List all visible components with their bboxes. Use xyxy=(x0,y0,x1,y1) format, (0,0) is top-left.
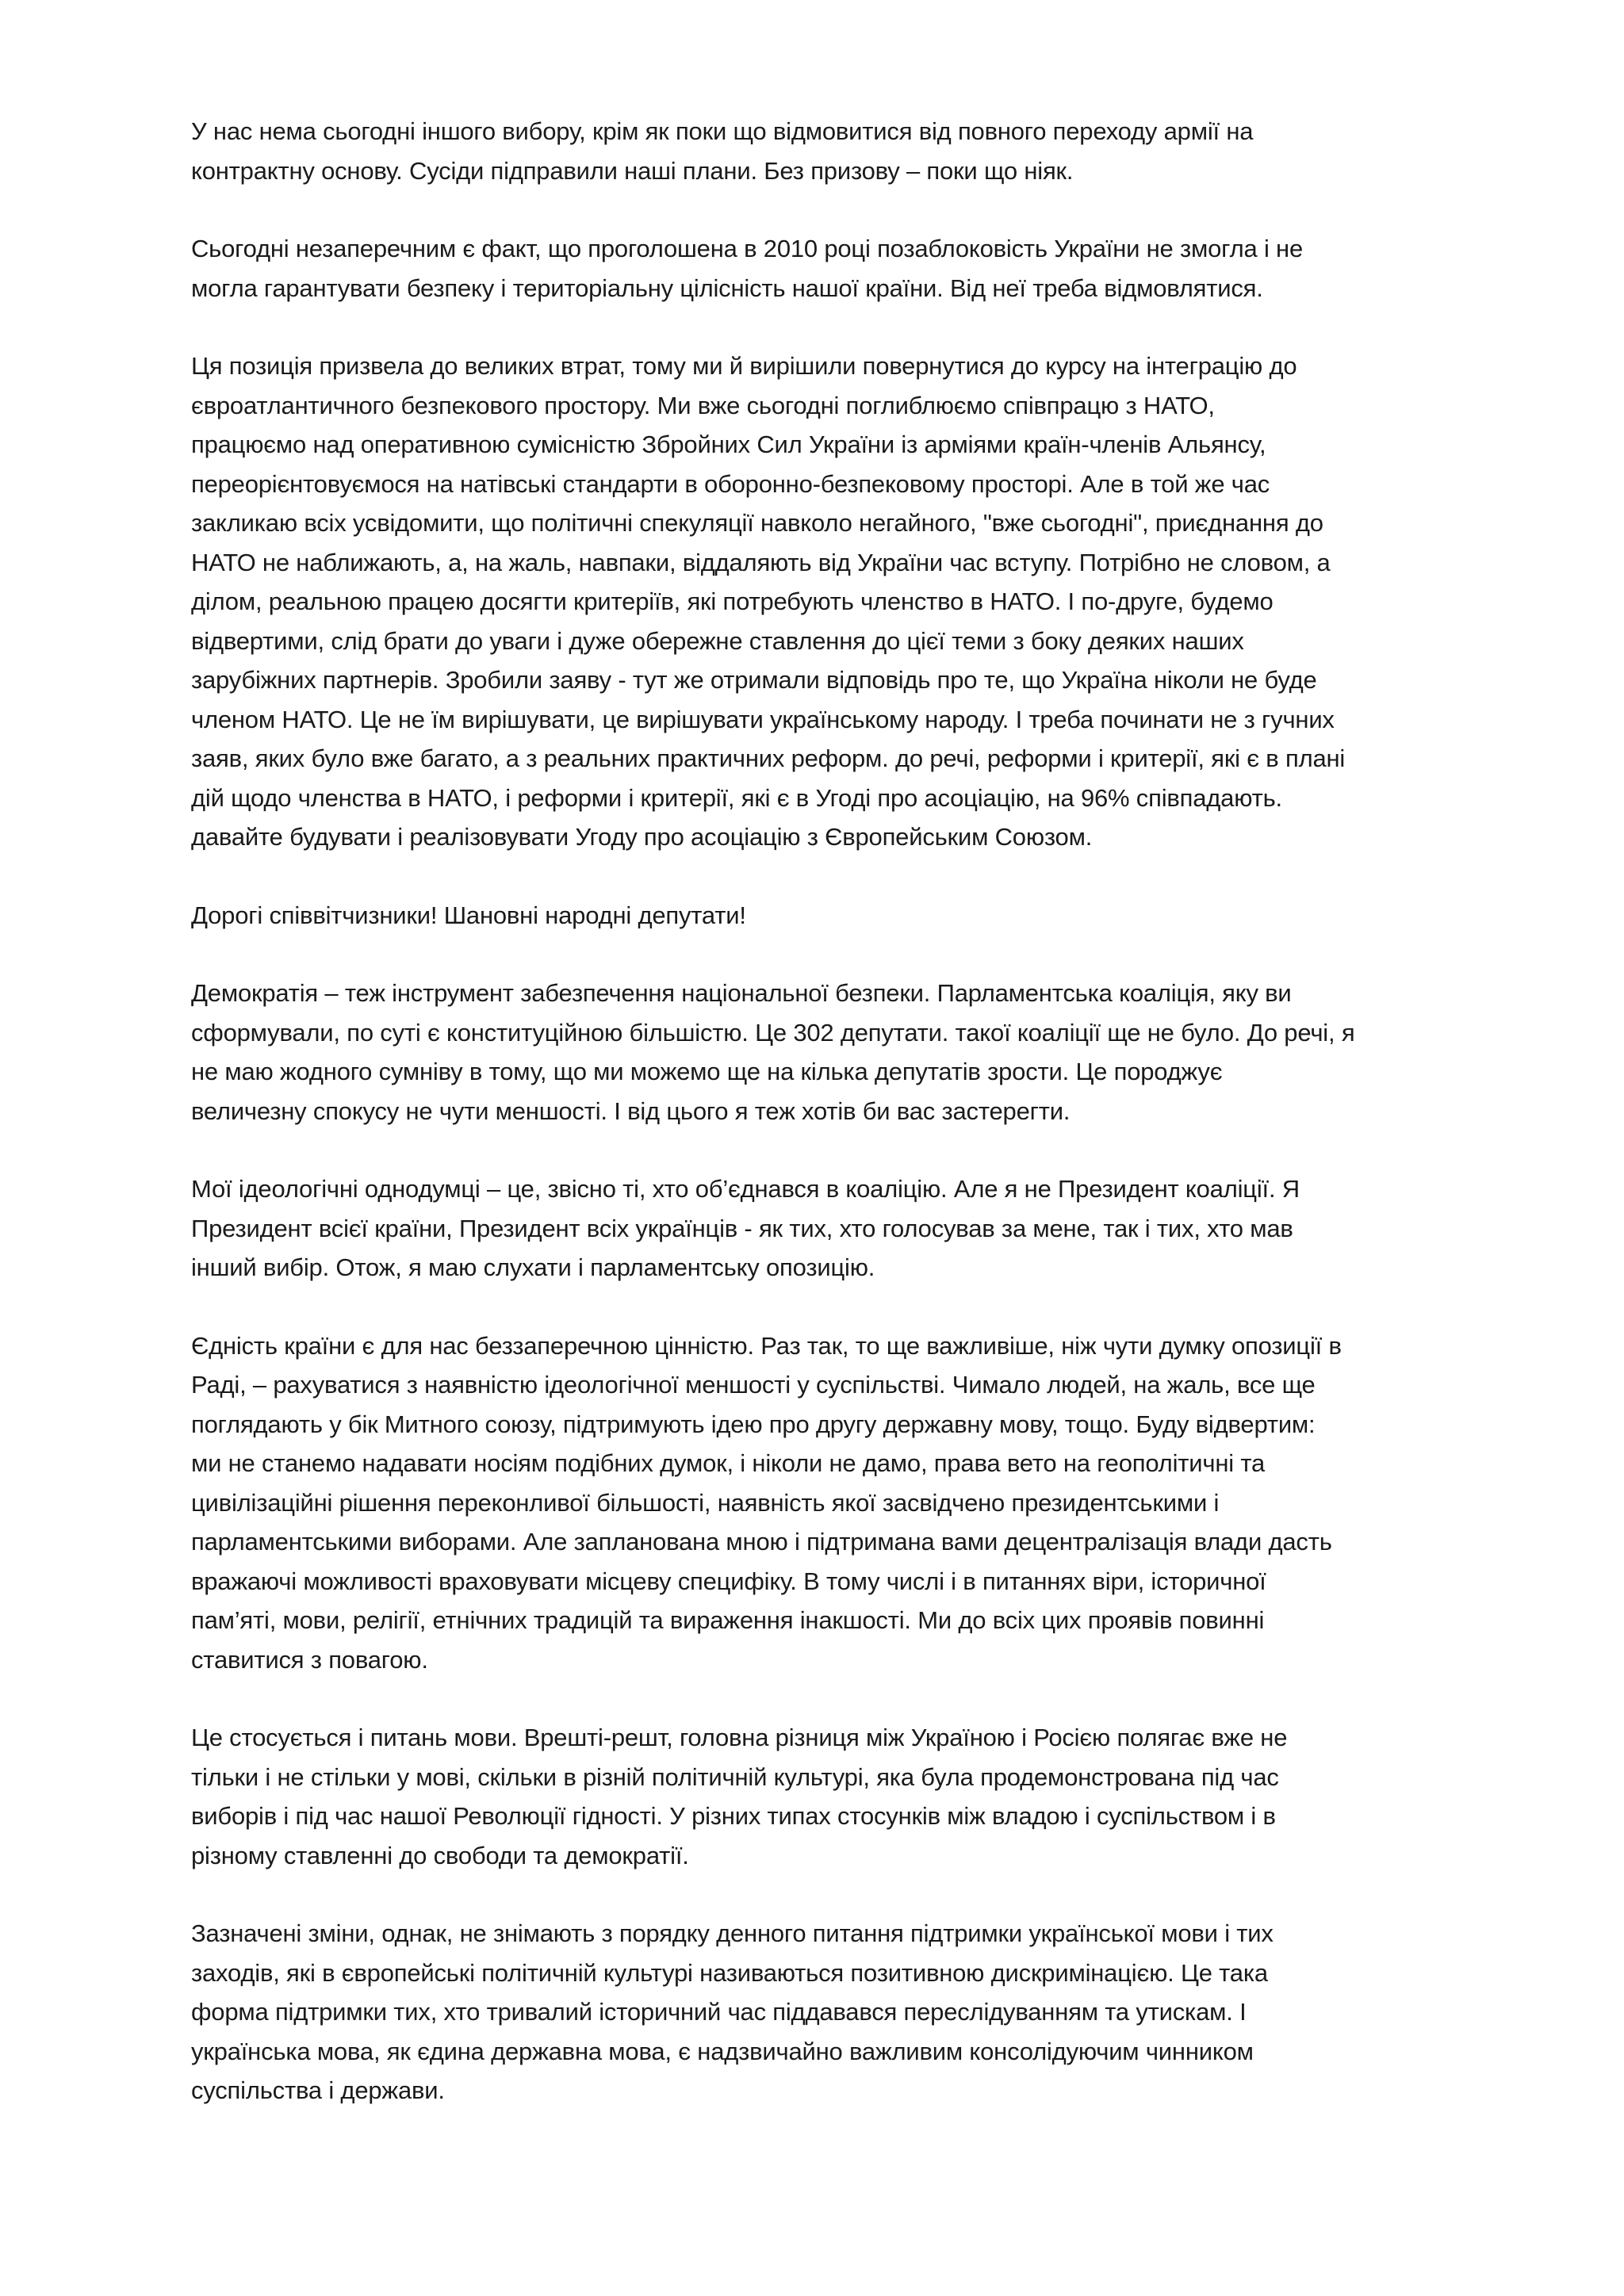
text-line: Дорогі співвітчизники! Шановні народні депутати! xyxy=(191,901,746,929)
text-line: Демократія – теж інструмент забезпечення національної безпеки. Парламентська коаліція, яку ви xyxy=(191,979,1292,1007)
text-line: виборів і під час нашої Революції гідності. У різних типах стосунків між владою і суспільством і в xyxy=(191,1802,1276,1830)
text-line: євроатлантичного безпекового простору. Ми вже сьогодні поглиблюємо співпрацю з НАТО, xyxy=(191,391,1215,419)
text-line: Єдність країни є для нас беззаперечною цінністю. Раз так, то ще важливіше, ніж чути думку опозиції в xyxy=(191,1331,1342,1360)
text-line: Сьогодні незаперечним є факт, що проголошена в 2010 році позаблоковість України не змогла і не xyxy=(191,235,1304,262)
paragraph xyxy=(191,346,1460,857)
text-line: різному ставленні до свободи та демократії. xyxy=(191,1841,689,1869)
text-line: заяв, яких було вже багато, а з реальних практичних реформ. до речі, реформи і критерії, які є в плані xyxy=(191,744,1346,772)
text-line: вражаючі можливості враховувати місцеву специфіку. В тому числі і в питаннях віри, історичної xyxy=(191,1567,1266,1595)
paragraph xyxy=(191,896,1460,936)
text-line: Це стосується і питань мови. Врешті-решт, головна різниця між Україною і Росією полягає вже не xyxy=(191,1724,1288,1751)
text-line: давайте будувати і реалізовувати Угоду про асоціацію з Європейським Союзом. xyxy=(191,823,1093,851)
text-line: поглядають у бік Митного союзу, підтримують ідею про другу державну мову, тощо. Буду відвертим: xyxy=(191,1410,1316,1438)
text-line: Зазначені зміни, однак, не знімають з порядку денного питання підтримки української мови і тих xyxy=(191,1919,1274,1947)
text-line: цивілізаційні рішення переконливої більшості, наявність якої засвідчено президентськими і xyxy=(191,1488,1220,1517)
text-line: НАТО не наближають, а, на жаль, навпаки, віддаляють від України час вступу. Потрібно не словом, а xyxy=(191,548,1331,576)
text-line: сформували, по суті є конституційною більшістю. Це 302 депутати. такої коаліції ще не було. До речі, я xyxy=(191,1018,1355,1047)
text-line: форма підтримки тих, хто тривалий історичний час піддавався переслідуванням та утискам. І xyxy=(191,1998,1247,2026)
text-line: Раді, – рахуватися з наявністю ідеологічної меншості у суспільстві. Чимало людей, на жаль, все ще xyxy=(191,1371,1316,1399)
paragraph xyxy=(191,1914,1460,2110)
text-line: працюємо над оперативною сумісністю Збройних Сил України із арміями країн-членів Альянсу, xyxy=(191,430,1266,458)
text-line: інший вибір. Отож, я маю слухати і парламентську опозицію. xyxy=(191,1253,875,1281)
text-line: парламентськими виборами. Але запланована мною і підтримана вами децентралізація влади дасть xyxy=(191,1528,1332,1556)
text-line: українська мова, як єдина державна мова, є надзвичайно важливим консолідуючим чинником xyxy=(191,2037,1254,2065)
paragraph xyxy=(191,974,1460,1131)
text-line: тільки і не стільки у мові, скільки в різній політичній культурі, яка була продемонстрована під час xyxy=(191,1762,1279,1791)
text-line: могла гарантувати безпеку і територіальну цілісність нашої країни. Від неї треба відмовлятися. xyxy=(191,274,1263,302)
text-line: переорієнтовуємося на натівські стандарти в оборонно-безпековому просторі. Але в той же час xyxy=(191,469,1270,498)
text-line: ділом, реальною працею досягти критеріїв, які потребують членство в НАТО. І по-друге, будемо xyxy=(191,587,1274,615)
text-line: зарубіжних партнерів. Зробили заяву - тут же отримали відповідь про те, що Україна ніколи не буде xyxy=(191,666,1317,694)
text-line: суспільства і держави. xyxy=(191,2076,445,2104)
paragraph xyxy=(191,229,1460,308)
paragraph xyxy=(191,112,1460,190)
paragraph xyxy=(191,1169,1460,1288)
text-line: заходів, які в європейські політичній культурі називаються позитивною дискримінацією. Це така xyxy=(191,1958,1268,1987)
paragraph xyxy=(191,1718,1460,1875)
text-line: пам’яті, мови, релігії, етнічних традицій та вираження інакшості. Ми до всіх цих проявів повинні xyxy=(191,1606,1265,1634)
text-line: членом НАТО. Це не їм вирішувати, це вирішувати українському народу. І треба починати не з гучних xyxy=(191,705,1335,733)
document-body xyxy=(191,112,1460,2149)
text-line: Мої ідеологічні однодумці – це, звісно ті, хто об’єднався в коаліцію. Але я не Президент коаліції. Я xyxy=(191,1175,1300,1203)
text-line: ми не станемо надавати носіям подібних думок, і ніколи не дамо, права вето на геополітичні та xyxy=(191,1449,1266,1477)
text-line: закликаю всіх усвідомити, що політичні спекуляції навколо негайного, "вже сьогодні", приєднання до xyxy=(191,509,1323,537)
text-line: У нас нема сьогодні іншого вибору, крім як поки що відмовитися від повного переходу армії на xyxy=(191,117,1254,145)
text-line: не маю жодного сумніву в тому, що ми можемо ще на кілька депутатів зрости. Це породжує xyxy=(191,1058,1223,1085)
text-line: відвертими, слід брати до уваги і дуже обережне ставлення до цієї теми з боку деяких наших xyxy=(191,626,1244,655)
text-line: ставитися з повагою. xyxy=(191,1645,428,1674)
text-line: дій щодо членства в НАТО, і реформи і критерії, які є в Угоді про асоціацію, на 96% співпадають. xyxy=(191,783,1282,812)
text-line: Ця позиція призвела до великих втрат, тому ми й вирішили повернутися до курсу на інтеграцію до xyxy=(191,352,1297,380)
text-line: величезну спокусу не чути меншості. І від цього я теж хотів би вас застерегти. xyxy=(191,1096,1071,1125)
paragraph xyxy=(191,1326,1460,1680)
text-line: Президент всієї країни, Президент всіх українців - як тих, хто голосував за мене, так і тих, хто мав xyxy=(191,1214,1293,1242)
text-line: контрактну основу. Сусіди підправили наші плани. Без призову – поки що ніяк. xyxy=(191,156,1074,185)
